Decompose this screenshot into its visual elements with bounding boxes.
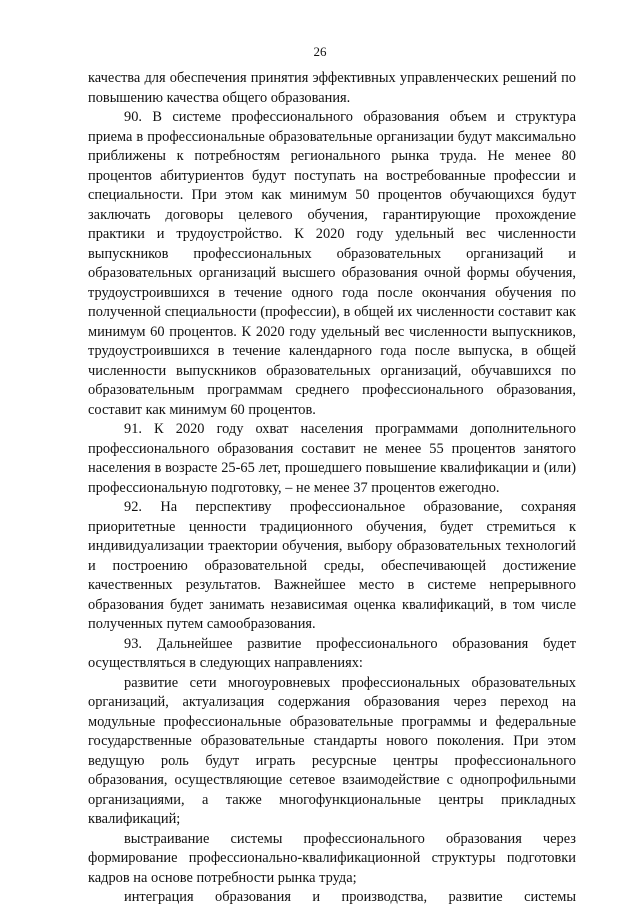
- paragraph-92: 92. На перспективу профессиональное образование, сохраняя приоритетные ценности традиционного обучения, будет стремиться к индивидуализации траектории обучения, выбору образовательных технологий и построению образовательной среды, обеспечивающей достижение качественных результатов. Важнейшее место в системе непрерывного образования будет занимать независимая оценка квалификаций, в том числе полученных путем самообразования.: [88, 499, 576, 632]
- page-number: 26: [313, 44, 327, 59]
- paragraph-93: 93. Дальнейшее развитие профессионального образования будет осуществляться в следующих направлениях:: [88, 635, 576, 671]
- paragraph-continuation: качества для обеспечения принятия эффективных управленческих решений по повышению качества общего образования.: [88, 70, 576, 106]
- list-item-network-development: развитие сети многоуровневых профессиональных образовательных организаций, актуализация содержания образования через переход на модульные профессиональные образовательные программы и федеральные государственные образовательные стандарты нового поколения. При этом ведущую роль будут играть ресурсные центры профессионального образования, осуществляющие сетевое взаимодействие с однопрофильными организациями, а также многофункциональные центры прикладных квалификаций;: [88, 674, 576, 827]
- document-body: [88, 69, 576, 908]
- list-item-integration: интеграция образования и производства, развитие системы: [124, 889, 576, 905]
- list-item-system-building: выстраивание системы профессионального образования через формирование профессионально-квалификационной структуры подготовки кадров на основе потребности рынка труда;: [88, 830, 576, 886]
- paragraph-91: 91. К 2020 году охват населения программами дополнительного профессионального образования составит не менее 55 процентов занятого населения в возрасте 25-65 лет, прошедшего повышение квалификации и (или) профессиональную подготовку, – не менее 37 процентов ежегодно.: [88, 421, 576, 496]
- paragraph-90: 90. В системе профессионального образования объем и структура приема в профессиональные образовательные организации будут максимально приближены к потребностям регионального рынка труда. Не менее 80 процентов абитуриентов будут поступать на востребованные профессии и специальности. При этом как минимум 50 процентов обучающихся будут заключать договоры целевого обучения, гарантирующие прохождение практики и трудоустройство. К 2020 году удельный вес численности выпускников профессиональных образовательных организаций и образовательных организаций высшего образования очной формы обучения, трудоустроившихся в течение одного года после окончания обучения по полученной специальности (профессии), в общей их численности составит как минимум 60 процентов. К 2020 году удельный вес численности выпускников, трудоустроившихся в течение календарного года после выпуска, в общей численности выпускников образовательных организаций, обучавшихся по образовательным программам среднего профессионального образования, составит как минимум 60 процентов.: [88, 109, 576, 418]
